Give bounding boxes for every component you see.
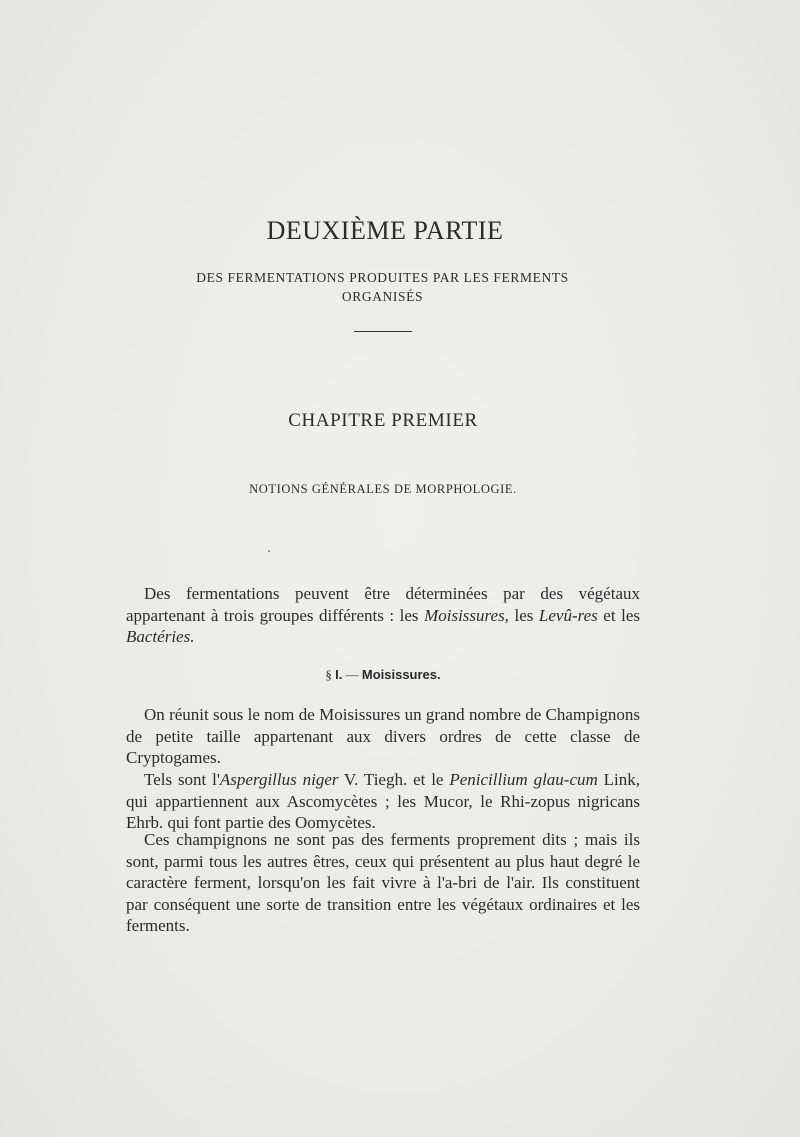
species-penicillium: Penicillium glau-cum: [449, 770, 598, 789]
print-speck: [268, 550, 270, 552]
intro-text-b: les: [508, 605, 539, 625]
examples-text-b: V. Tiegh. et le: [338, 770, 450, 789]
paragraph-transition: Ces champignons ne sont pas des ferments proprement dits ; mais ils sont, parmi tous les autres êtres, ceux qui présentent au plus haut degré le caractère ferment, lorsqu'on les fait vivre à l'a-bri de l'air. Ils constituent par conséquent une sorte de transition entre les végétaux ordinaires et les ferments.: [126, 830, 640, 935]
part-title: DEUXIÈME PARTIE: [266, 216, 504, 245]
section-name: Moisissures.: [361, 667, 441, 682]
section-symbol: §: [325, 667, 332, 682]
term-bacteries: Bactéries.: [126, 627, 195, 646]
intro-text-a: Des fermentations peuvent être déterminées par des végétaux appartenant à trois groupes différents : les: [126, 584, 640, 625]
section-heading: [0, 667, 766, 683]
part-subtitle-line2: ORGANISÉS: [341, 289, 424, 304]
examples-text-c: Link, qui appartiennent aux Ascomycètes ; les Mucor, le Rhi-zopus nigricans Ehrb. qui font partie des Oomycètes.: [126, 770, 640, 832]
section-dash: —: [345, 667, 359, 682]
part-subtitle: [150, 268, 615, 306]
paragraph-definition: On réunit sous le nom de Moisissures un grand nombre de Champignons de petite taille appartenant aux divers ordres de cette classe de Cryptogames.: [126, 705, 640, 767]
intro-paragraph: [126, 583, 640, 648]
section-number: I.: [335, 667, 343, 682]
section-divider: [354, 331, 412, 332]
chapter-subtitle: NOTIONS GÉNÉRALES DE MORPHOLOGIE.: [249, 482, 517, 496]
term-levures: Levû-res: [538, 605, 598, 625]
term-moisissures: Moisissures,: [424, 605, 509, 625]
examples-text-a: Tels sont l': [144, 770, 220, 789]
intro-text-c: et les: [597, 605, 640, 625]
part-subtitle-line1: DES FERMENTATIONS PRODUITES PAR LES FERMENTS: [196, 270, 569, 285]
paragraph-examples: [126, 769, 640, 834]
chapter-title: CHAPITRE PREMIER: [288, 410, 478, 431]
species-aspergillus: Aspergillus niger: [219, 770, 339, 789]
